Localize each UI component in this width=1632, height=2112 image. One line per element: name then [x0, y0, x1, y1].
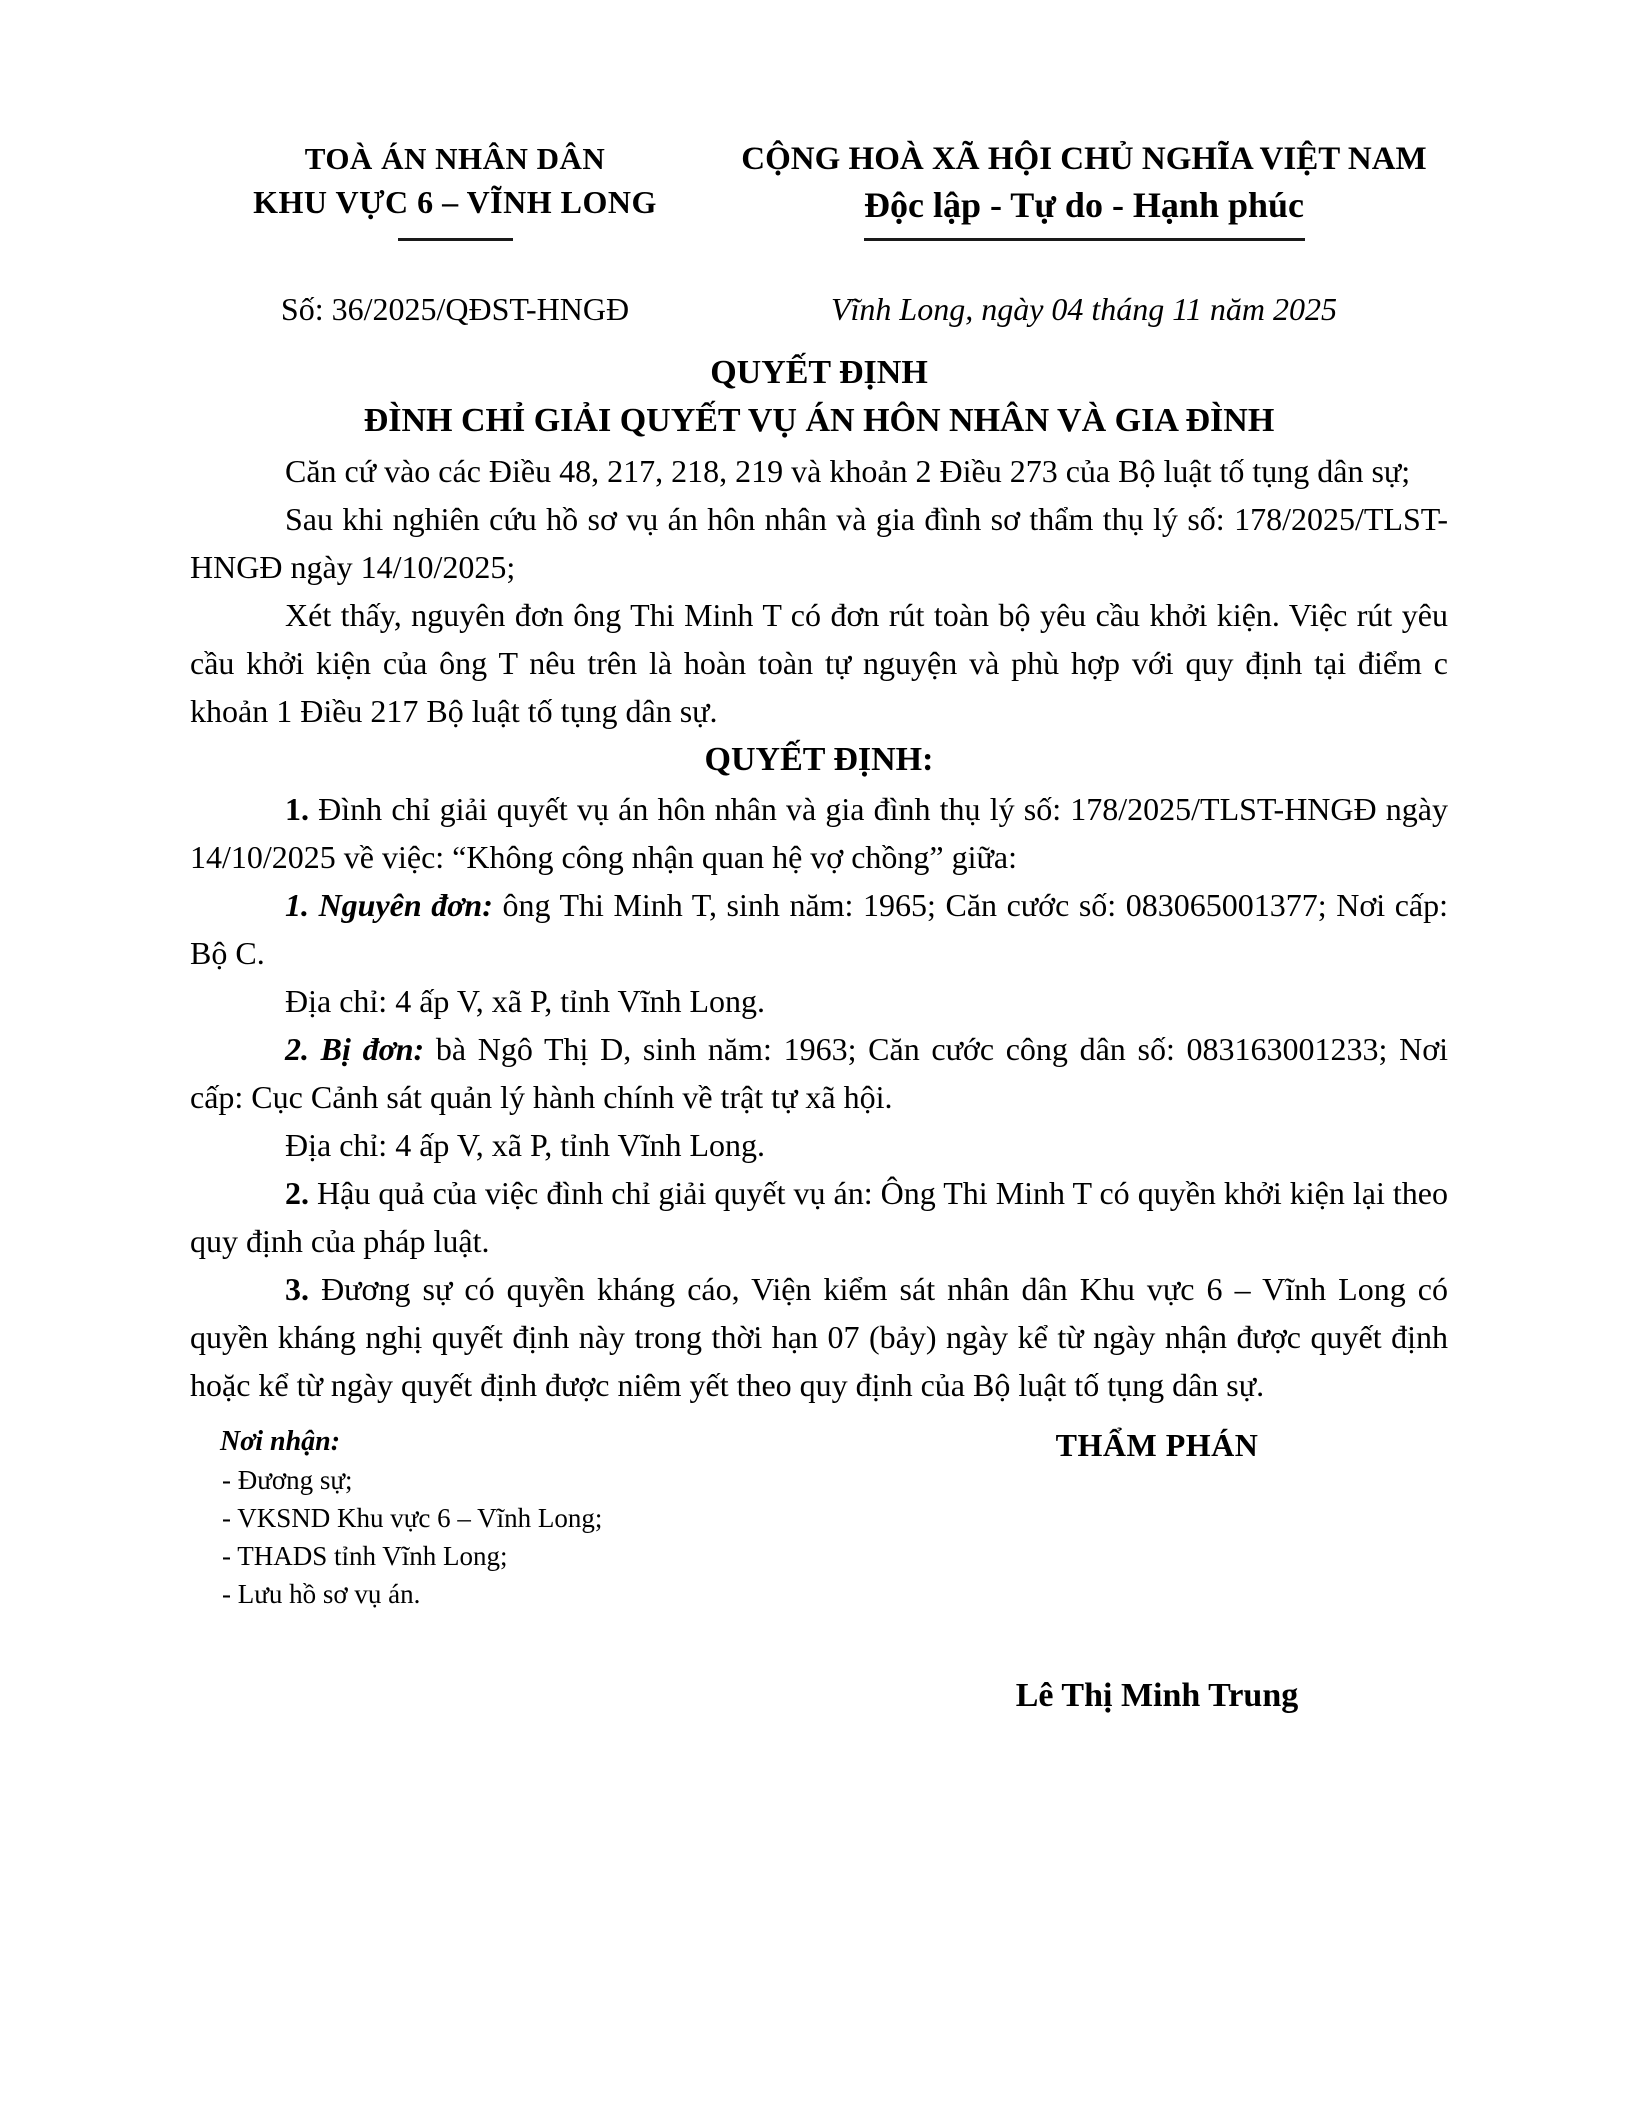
plaintiff-address-line: Địa chỉ: 4 ấp V, xã P, tỉnh Vĩnh Long.: [285, 983, 765, 1019]
document-header: [190, 138, 1448, 241]
header-row2: [190, 287, 1448, 331]
defendant-address-line: Địa chỉ: 4 ấp V, xã P, tỉnh Vĩnh Long.: [285, 1127, 765, 1163]
court-name-line1: TOÀ ÁN NHÂN DÂN: [304, 141, 606, 176]
court-name-block: [190, 138, 720, 241]
court-name-line2: KHU VỰC 6 – VĨNH LONG: [253, 184, 657, 220]
document-body: [190, 447, 1448, 1409]
national-motto-block: [720, 138, 1448, 241]
recipients-label: Nơi nhận:: [220, 1426, 341, 1457]
defendant-label: 2. Bị đơn:: [285, 1031, 425, 1067]
national-motto: Độc lập - Tự do - Hạnh phúc: [863, 185, 1305, 225]
preamble-paragraph: Sau khi nghiên cứu hồ sơ vụ án hôn nhân và gia đình sơ thẩm thụ lý số: 178/2025/TLST-HNGĐ ngày 14/10/2025;: [190, 501, 1448, 585]
document-footer: [190, 1423, 1448, 1719]
document-title-block: [190, 349, 1448, 445]
document-subtitle: ĐÌNH CHỈ GIẢI QUYẾT VỤ ÁN HÔN NHÂN VÀ GIA ĐÌNH: [363, 402, 1275, 439]
decision-item-2: [190, 1169, 1448, 1265]
place-date-line: Vĩnh Long, ngày 04 tháng 11 năm 2025: [830, 291, 1338, 327]
signature-block: [897, 1423, 1417, 1719]
court-block-divider: [398, 238, 513, 241]
national-title: CỘNG HOÀ XÃ HỘI CHỦ NGHĨA VIỆT NAM: [741, 141, 1427, 177]
plaintiff-details: ông Thi Minh T, sinh năm: 1965; Căn cước số: 083065001377; Nơi cấp: Bộ C.: [190, 887, 1449, 971]
decision-item-3: [190, 1265, 1448, 1409]
recipient-item: - Lưu hồ sơ vụ án.: [222, 1579, 421, 1609]
plaintiff-line: [190, 881, 1448, 977]
decision-item-text: Đương sự có quyền kháng cáo, Viện kiểm sát nhân dân Khu vực 6 – Vĩnh Long có quyền kháng nghị quyết định này trong thời hạn 07 (bảy) ngày kể từ ngày nhận được quyết định hoặc kể từ ngày quyết định được niêm yết theo quy định của Bộ luật tố tụng dân sự.: [190, 1271, 1448, 1403]
recipient-item: - Đương sự;: [222, 1465, 353, 1495]
signer-role: THẨM PHÁN: [1055, 1427, 1259, 1463]
decision-item-number: 2.: [285, 1175, 309, 1211]
decision-item-1: [190, 785, 1448, 881]
plaintiff-label: 1. Nguyên đơn:: [285, 887, 493, 923]
decision-item-text: Đình chỉ giải quyết vụ án hôn nhân và gia đình thụ lý số: 178/2025/TLST-HNGĐ ngày 14/10/2025 về việc: “Không công nhận quan hệ vợ chồng” giữa:: [190, 791, 1448, 875]
document-title: QUYẾT ĐỊNH: [710, 354, 928, 391]
defendant-line: [190, 1025, 1448, 1121]
signature-space: [897, 1467, 1417, 1673]
decision-item-text: Hậu quả của việc đình chỉ giải quyết vụ án: Ông Thi Minh T có quyền khởi kiện lại theo quy định của pháp luật.: [190, 1175, 1448, 1259]
recipient-item: - VKSND Khu vực 6 – Vĩnh Long;: [222, 1503, 603, 1533]
preamble-paragraph: Căn cứ vào các Điều 48, 217, 218, 219 và khoản 2 Điều 273 của Bộ luật tố tụng dân sự;: [285, 453, 1411, 489]
defendant-details: bà Ngô Thị D, sinh năm: 1963; Căn cước công dân số: 083163001233; Nơi cấp: Cục Cảnh sát quản lý hành chính về trật tự xã hội.: [190, 1031, 1449, 1115]
recipient-item: - THADS tỉnh Vĩnh Long;: [222, 1541, 508, 1571]
decision-item-number: 1.: [285, 791, 309, 827]
motto-divider: [864, 238, 1305, 241]
preamble-paragraph: Xét thấy, nguyên đơn ông Thi Minh T có đơn rút toàn bộ yêu cầu khởi kiện. Việc rút yêu cầu khởi kiện của ông T nêu trên là hoàn toàn tự nguyện và phù hợp với quy định tại điểm c khoản 1 Điều 217 Bộ luật tố tụng dân sự.: [190, 597, 1448, 729]
signer-name: Lê Thị Minh Trung: [1015, 1677, 1299, 1714]
case-number: Số: 36/2025/QĐST-HNGĐ: [280, 291, 630, 327]
recipients-block: [190, 1423, 830, 1719]
decision-section-heading: QUYẾT ĐỊNH:: [704, 741, 934, 778]
decision-item-number: 3.: [285, 1271, 309, 1307]
